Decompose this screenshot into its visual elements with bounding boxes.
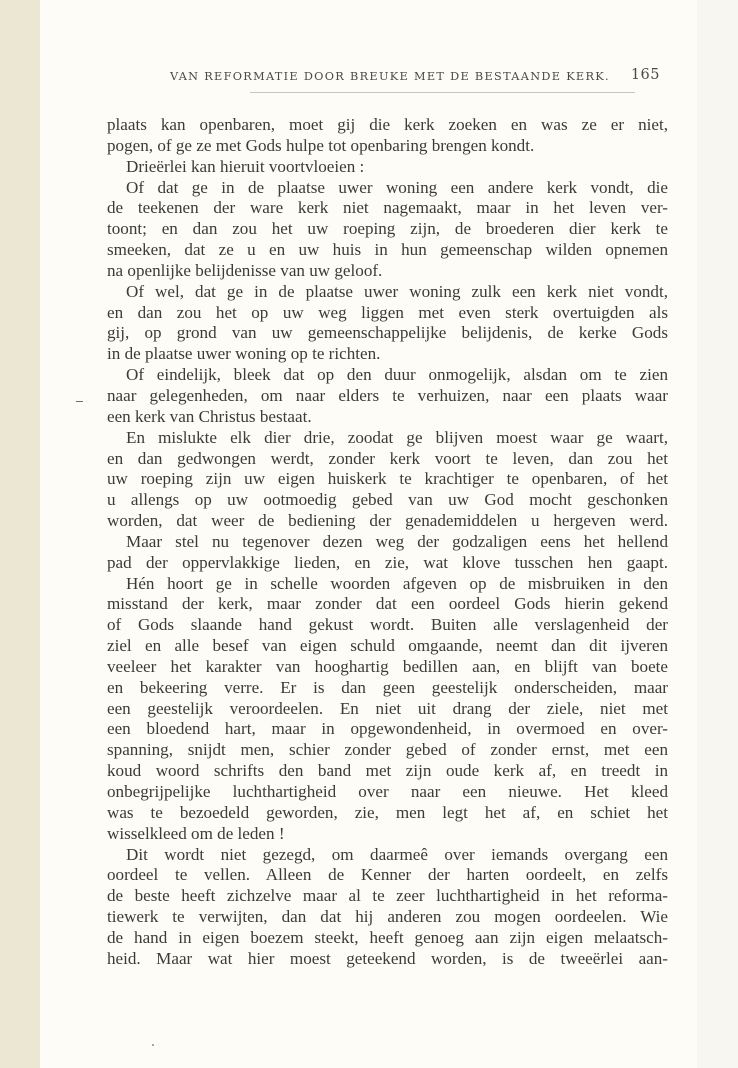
text-line: plaats kan openbaren, moet gij die kerk zoeken en was ze er niet, <box>107 115 668 134</box>
text-line: oordeel te vellen. Alleen de Kenner der harten oordeelt, en zelfs <box>107 865 668 885</box>
text-line: Hén hoort ge in schelle woorden afgeven op de misbruiken in den <box>126 573 668 593</box>
text-line: veeleer het karakter van hooghartig bedillen aan, en blijft van boete <box>107 656 668 676</box>
text-line: spanning, snijdt men, schier zonder gebed of zonder ernst, met een <box>107 740 668 760</box>
text-line: een kerk van Christus bestaat. <box>107 406 312 426</box>
text-line: de teekenen der ware kerk niet nagemaakt, maar in het leven ver- <box>107 198 668 218</box>
text-line: Maar stel nu tegenover dezen weg der godzaligen eens het hellend <box>126 531 668 551</box>
text-line: pogen, of ge ze met Gods hulpe tot openbaring brengen kondt. <box>107 135 535 155</box>
text-line: Of dat ge in de plaatse uwer woning een andere kerk vondt, die <box>126 177 668 197</box>
text-line: Of eindelijk, bleek dat op den duur onmogelijk, alsdan om te zien <box>126 365 668 385</box>
text-line: heid. Maar wat hier moest geteekend worden, is de tweeërlei aan- <box>107 948 668 968</box>
text-line: naar gelegenheden, om naar elders te verhuizen, naar een plaats waar <box>107 385 668 405</box>
page-gutter <box>0 0 40 1068</box>
text-line: koud woord schrifts den band met zijn oude kerk af, en treedt in <box>107 761 668 781</box>
text-line: worden, dat weer de bediening der genademiddelen u hergeven werd. <box>107 511 668 531</box>
text-line: en bekeering verre. Er is dan geen geestelijk onderscheiden, maar <box>107 677 668 697</box>
text-line: toont; en dan zou het uw roeping zijn, de broederen dier kerk te <box>107 219 668 239</box>
header-rule <box>250 92 635 93</box>
text-line: een geestelijk veroordeelen. En niet uit drang der ziele, niet met <box>107 698 668 718</box>
text-line: de beste heeft zichzelve maar al te zeer luchthartigheid in het reforma- <box>107 886 668 906</box>
text-line: pad der oppervlakkige lieden, en zie, wat klove tusschen hen gaapt. <box>107 552 668 572</box>
text-line: en dan gedwongen werdt, zonder kerk voort te leven, dan zou het <box>107 448 668 468</box>
text-line: Of wel, dat ge in de plaatse uwer woning zulk een kerk niet vondt, <box>126 281 668 301</box>
text-line: of Gods slaande hand gekust wordt. Buiten alle verslagenheid der <box>107 615 668 635</box>
text-line: na openlijke belijdenisse van uw geloof. <box>107 260 383 280</box>
text-line: uw roeping zijn uw eigen huiskerk te krachtiger te openbaren, of het <box>107 469 668 489</box>
text-line: in de plaatse uwer woning op te richten. <box>107 344 381 364</box>
text-line: was te bezoedeld geworden, zie, men legt het af, en schiet het <box>107 802 668 822</box>
body-text <box>107 115 668 970</box>
text-line: de hand in eigen boezem steekt, heeft genoeg aan zijn eigen melaatsch- <box>107 927 668 947</box>
text-line: misstand der kerk, maar zonder dat een oordeel Gods hierin gekend <box>107 594 668 614</box>
text-line: onbegrijpelijke luchthartigheid over naar een nieuwe. Het kleed <box>107 782 668 801</box>
page-speck <box>152 1044 154 1046</box>
running-title: VAN REFORMATIE DOOR BREUKE MET DE BESTAANDE KERK. <box>170 70 610 83</box>
text-line: smeeken, dat ze u en uw huis in hun gemeenschap wilden opnemen <box>107 240 668 260</box>
text-line: Drieërlei kan hieruit voortvloeien : <box>126 156 365 176</box>
text-line: en dan zou het op uw weg liggen met even sterk overtuigden als <box>107 302 668 322</box>
page-edge <box>697 0 738 1068</box>
margin-mark <box>76 401 83 402</box>
text-line: een bloedend hart, maar in opgewondenheid, in overmoed en over- <box>107 719 668 739</box>
text-line: Dit wordt niet gezegd, om daarmeê over iemands overgang een <box>126 844 668 864</box>
text-line: gij, op grond van uw gemeenschappelijke belijdenis, de kerke Gods <box>107 323 668 343</box>
text-line: wisselkleed om de leden ! <box>107 823 285 843</box>
text-line: tiewerk te verwijten, dan dat hij anderen zou mogen oordeelen. Wie <box>107 907 668 927</box>
page-number: 165 <box>630 67 660 83</box>
text-line: ziel en alle besef van eigen schuld omgaande, neemt dan dit ijveren <box>107 636 668 656</box>
text-line: u allengs op uw ootmoedig gebed van uw God mocht geschonken <box>107 490 668 510</box>
text-line: En mislukte elk dier drie, zoodat ge blijven moest waar ge waart, <box>126 427 668 447</box>
